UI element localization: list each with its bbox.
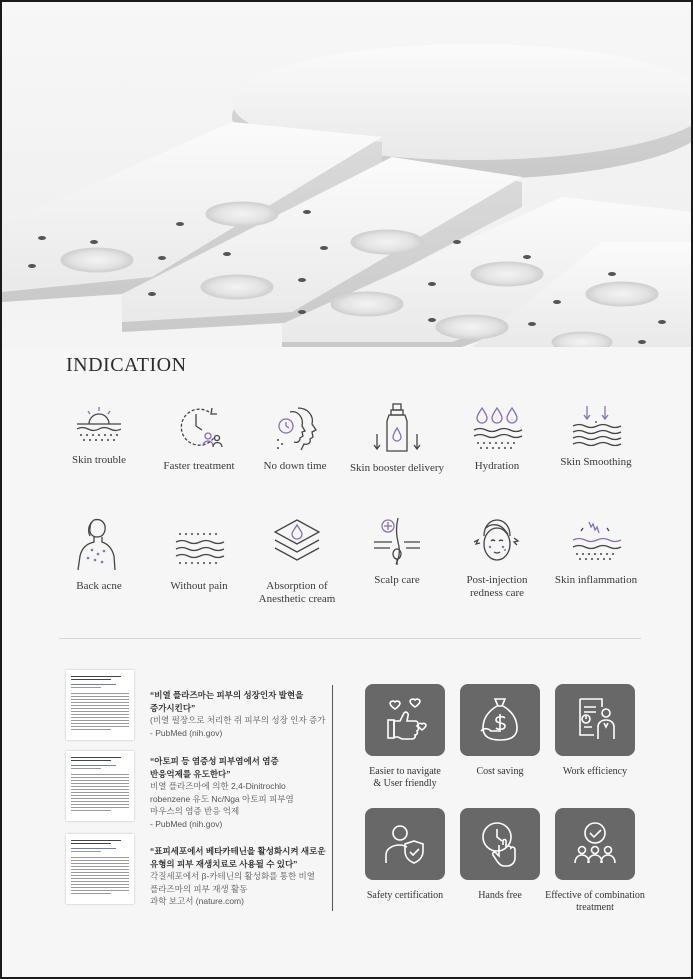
indication-faster-treatment bbox=[144, 404, 254, 473]
reference-quote bbox=[150, 689, 330, 739]
feature-label: Safety certification bbox=[366, 890, 444, 901]
feature-icon-box bbox=[460, 684, 540, 756]
indication-skin-trouble bbox=[44, 404, 154, 467]
section-divider bbox=[59, 638, 641, 639]
reference-quote bbox=[150, 845, 330, 908]
feature-icon-box bbox=[460, 808, 540, 880]
hydration-icon bbox=[470, 404, 524, 454]
without-pain-icon bbox=[172, 528, 226, 574]
indication-label: Without pain bbox=[170, 580, 228, 592]
indication-label: Faster treatment bbox=[163, 460, 235, 472]
thumbs-up-hearts-icon bbox=[380, 695, 430, 745]
indication-label: Post-injection redness care bbox=[466, 574, 528, 599]
faster-treatment-icon bbox=[172, 404, 226, 454]
indication-label: Skin booster delivery bbox=[349, 462, 445, 474]
reference-title: “아토피 등 염증성 피부염에서 염증 반응억제를 유도한다” bbox=[150, 756, 279, 779]
indication-label: Absorption of Anesthetic cream bbox=[258, 580, 336, 605]
feature-icon-box bbox=[365, 684, 445, 756]
indication-no-down-time bbox=[240, 404, 350, 473]
indication-skin-inflammation bbox=[541, 520, 651, 587]
feature-icon-box bbox=[365, 808, 445, 880]
skin-inflammation-icon bbox=[569, 520, 623, 568]
indication-back-acne bbox=[44, 516, 154, 593]
indication-label: Skin Smoothing bbox=[560, 456, 632, 468]
indication-absorption bbox=[242, 516, 352, 606]
skin-booster-delivery-icon bbox=[370, 402, 424, 456]
feature-label: Work efficiency bbox=[562, 766, 628, 777]
reference-quote bbox=[150, 755, 330, 830]
feature-icon-box bbox=[555, 684, 635, 756]
team-check-icon bbox=[570, 819, 620, 869]
post-injection-icon bbox=[470, 516, 524, 568]
skin-smoothing-icon bbox=[569, 404, 623, 450]
feature-label: Cost saving bbox=[476, 766, 524, 777]
reference-title: “비열 플라즈마는 피부의 성장인자 발현을 증가시킨다” bbox=[150, 690, 304, 713]
reference-detail: (비열 펄장으로 처리한 쥐 피부의 성장 인자 증가 - PubMed (nih.gov) bbox=[150, 715, 326, 738]
indication-without-pain bbox=[144, 528, 254, 593]
indication-label: Skin inflammation bbox=[554, 574, 638, 586]
feature-label: Hands free bbox=[478, 890, 522, 901]
paper-thumbnail bbox=[66, 834, 134, 904]
indication-skin-smoothing bbox=[541, 404, 651, 469]
reference-detail: 각질세포에서 β-카테닌의 활성화를 통한 비열 플라즈마의 피부 재생 활동 과학 보고서 (nature.com) bbox=[150, 871, 315, 906]
hero-device-image bbox=[2, 2, 691, 347]
no-down-time-icon bbox=[268, 404, 322, 454]
indication-label: Skin trouble bbox=[71, 454, 127, 466]
paper-thumbnail bbox=[66, 670, 134, 740]
indication-label: Scalp care bbox=[374, 574, 420, 586]
worker-checklist-icon bbox=[570, 695, 620, 745]
indication-label: Hydration bbox=[474, 460, 520, 472]
reference-detail: 비열 플라즈마에 의한 2,4-Dinitrochlo robenzene 유도 Nc/Nga 아토피 피부염 마우스의 염증 반응 억제 - PubMed (nih.gov) bbox=[150, 781, 294, 829]
indication-skin-booster-delivery bbox=[342, 402, 452, 475]
paper-thumbnail bbox=[66, 751, 134, 821]
reference-title: “표피세포에서 베타카테닌을 활성화시켜 새로운 유형의 피부 재생치료로 사용될 수 있다” bbox=[150, 846, 326, 869]
safety-person-shield-icon bbox=[380, 819, 430, 869]
section-title: INDICATION bbox=[66, 354, 187, 376]
vertical-divider bbox=[332, 685, 333, 911]
feature-icon-box bbox=[555, 808, 635, 880]
indication-post-injection bbox=[442, 516, 552, 600]
feature-work-efficiency bbox=[535, 684, 655, 778]
money-bag-icon bbox=[475, 695, 525, 745]
feature-label: Effective of combination treatment bbox=[545, 890, 645, 913]
page bbox=[2, 2, 691, 977]
indication-label: Back acne bbox=[76, 580, 122, 592]
indication-hydration bbox=[442, 404, 552, 473]
hand-clock-icon bbox=[475, 819, 525, 869]
scalp-care-icon bbox=[370, 516, 424, 568]
absorption-icon bbox=[270, 516, 324, 574]
feature-combination-treatment bbox=[535, 808, 655, 914]
feature-label: Easier to navigate & User friendly bbox=[369, 766, 441, 789]
skin-trouble-icon bbox=[72, 404, 126, 448]
indication-scalp-care bbox=[342, 516, 452, 587]
indication-label: No down time bbox=[263, 460, 327, 472]
back-acne-icon bbox=[72, 516, 126, 574]
